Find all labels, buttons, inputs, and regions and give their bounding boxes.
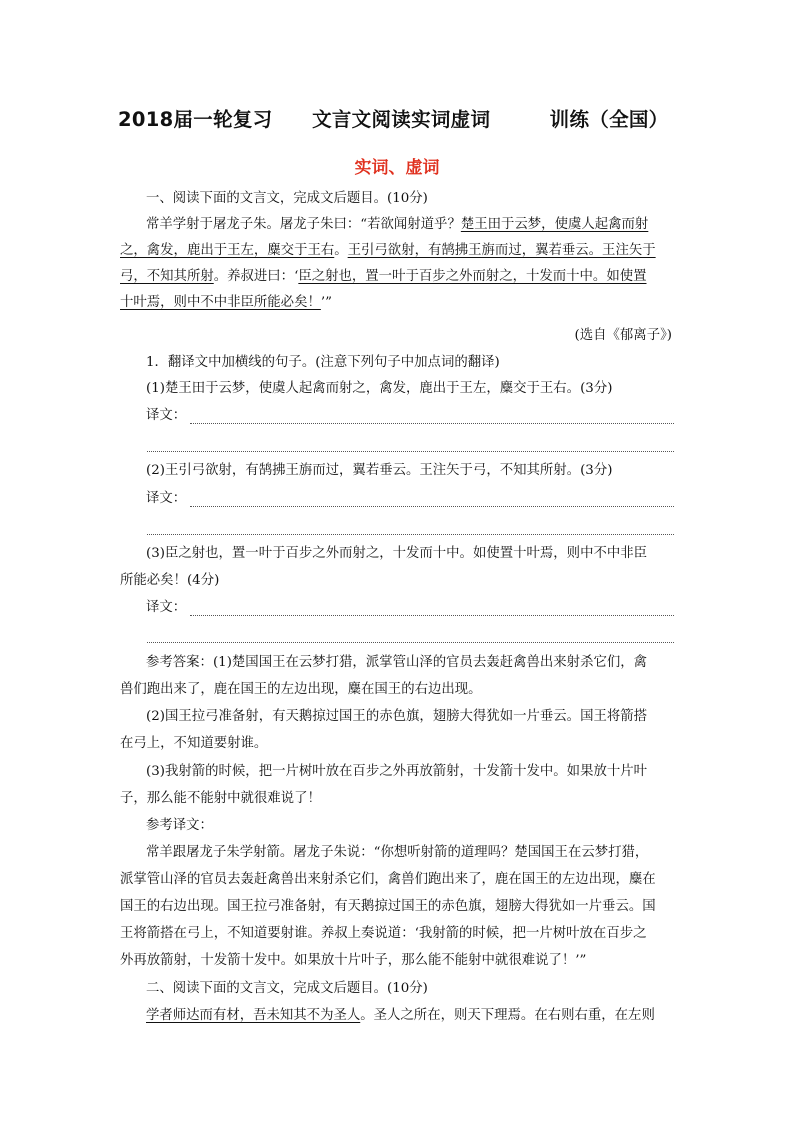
underlined-sentence: 之，禽发，鹿出于王左，麋交于王右	[120, 243, 335, 258]
task-instruction: 1．翻译文中加横线的句子。(注意下列句子中加点词的翻译)	[146, 355, 500, 370]
answer-line-3: (2)国王拉弓准备射，有天鹅掠过国王的赤色旗，翅膀大得犹如一片垂云。国王将箭搭	[146, 709, 648, 724]
reference-line-2: 派掌管山泽的官员去轰赶禽兽出来射杀它们，禽兽们跑出来了，鹿在国王的左边出现，麋在	[120, 872, 656, 887]
answer-line[interactable]	[147, 534, 674, 535]
answer-line-6: 子，那么能不能射中就很难说了！	[120, 791, 321, 806]
reference-line-3: 国王的右边出现。国王拉弓准备射，有天鹅掠过国王的赤色旗，翅膀大得犹如一片垂云。国	[120, 899, 656, 914]
question-2-heading: 二、阅读下面的文言文，完成文后题目。(10分)	[146, 981, 428, 996]
reference-line-5: 外再放箭射，十发箭十发中。如果放十片叶子，那么能不能射中就很难说了！’”	[120, 953, 587, 968]
answer-line[interactable]	[190, 615, 674, 616]
answer-line[interactable]	[190, 506, 674, 507]
sentence-2: (2)王引弓欲射，有鹄拂王旃而过，翼若垂云。王注矢于弓，不知其所射。(3分)	[146, 463, 613, 478]
reference-line-1: 常羊跟屠龙子朱学射箭。屠龙子朱说：“你想听射箭的道理吗？楚国国王在云梦打猎，	[146, 845, 649, 860]
reference-line-4: 王将箭搭在弓上，不知道要射谁。养叔上奏说道：‘我射箭的时候，把一片树叶放在百步之	[120, 926, 647, 941]
passage-line-2	[120, 242, 656, 260]
underlined-sentence: 弓，不知其所射	[120, 269, 214, 284]
answer-line-5: (3)我射箭的时候，把一片树叶放在百步之外再放箭射，十发箭十发中。如果放十片叶	[146, 764, 648, 779]
answer-line-1: 参考答案：(1)楚国国王在云梦打猎，派掌管山泽的官员去轰赶禽兽出来射杀它们，禽	[146, 655, 648, 670]
answer-line[interactable]	[147, 642, 674, 643]
underlined-sentence: 十叶焉，则中不中非臣所能必矣！	[120, 295, 321, 310]
section-title: 实词、虚词	[354, 158, 440, 178]
passage-line-3	[120, 268, 647, 286]
sentence-1: (1)楚王田于云梦，使虞人起禽而射之，禽发，鹿出于王左，麋交于王右。(3分)	[146, 381, 613, 396]
translation-label: 译文：	[146, 491, 187, 506]
underlined-sentence: 学者师达而有材，吾未知其不为圣人	[146, 1008, 361, 1023]
sentence-3-line-2: 所能必矣！(4分)	[120, 573, 220, 588]
underlined-sentence: 楚王田于云梦，使虞人起禽而射	[460, 217, 649, 232]
translation-label: 译文：	[146, 600, 187, 615]
answer-line[interactable]	[147, 451, 674, 452]
sentence-3-line-1: (3)臣之射也，置一叶于百步之外而射之，十发而十中。如使置十叶焉，则中不中非臣	[146, 546, 648, 561]
passage-text: 。	[334, 243, 348, 258]
reference-label: 参考译文：	[146, 818, 213, 833]
passage-line-1	[146, 216, 648, 234]
passage-2-line-1	[146, 1007, 655, 1025]
passage-text: 。圣人之所在，则天下理焉。在右则右重，在左则	[360, 1008, 655, 1023]
passage-text: 。养叔进曰：‘	[213, 269, 299, 284]
answer-line[interactable]	[190, 423, 674, 424]
underlined-sentence: 臣之射也，置一叶于百步之外而射之，十发而十中。如使置	[298, 269, 647, 284]
source-citation: (选自《郁离子》)	[574, 328, 672, 343]
passage-text: 常羊学射于屠龙子朱。屠龙子朱曰：“若欲闻射道乎？	[146, 217, 461, 232]
passage-text: ’”	[320, 295, 332, 310]
document-title: 2018届一轮复习 文言文阅读实词虚词 训练（全国）	[118, 108, 669, 131]
translation-label: 译文：	[146, 408, 187, 423]
answer-line-2: 兽们跑出来了，鹿在国王的左边出现，麋在国王的右边出现。	[120, 682, 482, 697]
answer-line-4: 在弓上，不知道要射谁。	[120, 736, 268, 751]
question-1-heading: 一、阅读下面的文言文，完成文后题目。(10分)	[146, 191, 428, 206]
underlined-sentence: 王引弓欲射，有鹄拂王旃而过，翼若垂云。王注矢于	[347, 243, 656, 258]
passage-line-4	[120, 294, 332, 312]
